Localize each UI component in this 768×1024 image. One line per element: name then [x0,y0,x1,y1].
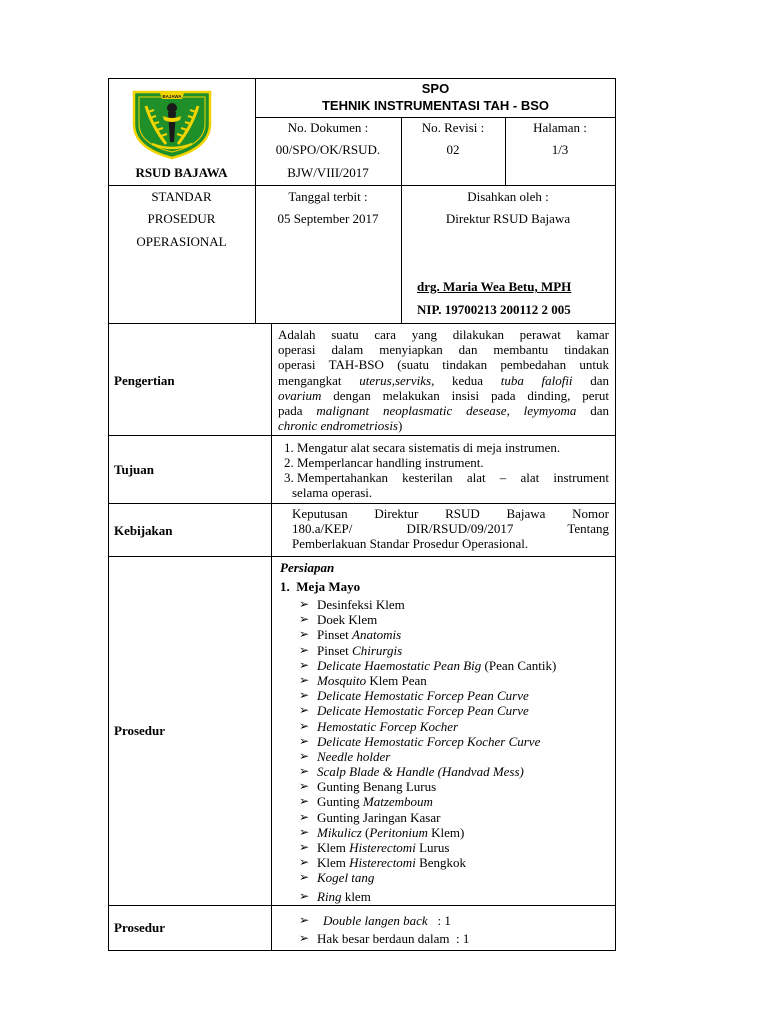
instrument-item: ➢ Gunting Matzemboum [299,794,433,810]
instrument-item: ➢ Gunting Benang Lurus [299,779,437,795]
meja-mayo-heading: 1. Meja Mayo [280,579,361,594]
arrow-bullet-icon: ➢ [299,913,310,927]
arrow-bullet-icon: ➢ [299,764,310,779]
arrow-bullet-icon: ➢ [299,642,310,657]
instrument-item: ➢ Delicate Hemostatic Forcep Pean Curve [299,688,529,704]
pengertian-line: mengangkat uterus,serviks, kedua tuba falofii dan [278,372,609,388]
instrument-item: ➢ Mikulicz (Peritonium Klem) [299,824,465,840]
list-item: 3. Mempertahankan kesterilan alat – alat instrument [284,470,609,485]
doc-title: TEHNIK INSTRUMENTASI TAH - BSO [321,98,549,113]
pengertian-line: chronic endrometriosis) [278,418,403,434]
arrow-bullet-icon: ➢ [299,703,310,718]
persiapan-heading: Persiapan [280,560,335,575]
section-label-prosedur: Prosedur [114,723,166,738]
arrow-bullet-icon: ➢ [299,855,310,870]
arrow-bullet-icon: ➢ [299,627,310,642]
instrument-item: ➢ Pinset Anatomis [299,627,402,643]
instrument-item: ➢ Klem Histerectomi Bengkok [299,855,467,871]
arrow-bullet-icon: ➢ [299,657,310,672]
sop-label-line3: OPERASIONAL [136,234,227,249]
arrow-bullet-icon: ➢ [299,870,310,885]
pengertian-line: operasi dalam menyiapkan dan membantu tindakan [278,342,609,358]
kebijakan-line: Keputusan Direktur RSUD Bajawa Nomor [292,506,609,521]
list-item-cont: selama operasi. [292,485,373,500]
tanggal-value: 05 September 2017 [277,211,379,226]
disahkan-label: Disahkan oleh : [467,189,549,204]
kebijakan-line: 180.a/KEP/ DIR/RSUD/09/2017 Tentang [292,521,609,537]
instrument-item: ➢ Needle holder [299,748,391,764]
arrow-bullet-icon: ➢ [299,688,310,703]
instrument-item: ➢ Mosquito Klem Pean [299,672,427,688]
disahkan-value: Direktur RSUD Bajawa [445,211,571,226]
arrow-bullet-icon: ➢ [299,794,310,809]
no-dokumen-label: No. Dokumen : [287,120,369,135]
doc-type: SPO [421,81,450,96]
no-revisi-value: 02 [446,142,460,157]
arrow-bullet-icon: ➢ [299,779,310,794]
instrument-list [299,597,556,904]
instrument-item: ➢ Kogel tang [299,870,375,886]
arrow-bullet-icon: ➢ [299,597,310,611]
instrument-item: ➢ Delicate Hemostatic Forcep Kocher Curve [299,733,541,749]
no-dokumen-line2: BJW/VIII/2017 [287,165,369,180]
sop-label-line2: PROSEDUR [147,211,216,226]
instrument-item: ➢ Desinfeksi Klem [299,597,405,612]
halaman-value: 1/3 [551,142,569,157]
instrument-item: ➢ Delicate Hemostatic Forcep Pean Curve [299,703,529,719]
list-item: 2. Memperlancar handling instrument. [284,455,484,470]
kebijakan-line: Pemberlakuan Standar Prosedur Operasional. [292,536,529,552]
instrument-list-2 [299,913,469,949]
halaman-label: Halaman : [533,120,587,135]
instrument-item: ➢ Doek Klem [299,612,378,628]
svg-text:BAJAWA: BAJAWA [162,94,182,99]
instrument-item: ➢ Pinset Chirurgis [299,642,403,658]
kebijakan-text [292,506,609,552]
pengertian-line: pada malignant neoplasmatic desease, leymyoma dan [278,403,609,419]
arrow-bullet-icon: ➢ [299,612,310,627]
section-label-pengertian: Pengertian [114,373,175,388]
tanggal-label: Tanggal terbit : [288,189,368,204]
instrument-item: ➢ Ring klem [299,888,371,904]
pengertian-line: operasi TAH-BSO (suatu tindakan pembedahan untuk [278,357,609,373]
arrow-bullet-icon: ➢ [299,733,310,748]
instrument-item: ➢ Double langen back : 1 [299,913,451,928]
arrow-bullet-icon: ➢ [299,748,310,763]
pengertian-line: Adalah suatu cara yang dilakukan perawat kamar [278,327,609,342]
arrow-bullet-icon: ➢ [299,840,310,854]
rsud-bajawa-emblem-icon [130,86,214,160]
sop-label-line1: STANDAR [151,189,212,204]
instrument-item: ➢ Scalp Blade & Handle (Handvad Mess) [299,764,524,780]
section-label-kebijakan: Kebijakan [114,523,173,538]
arrow-bullet-icon: ➢ [299,888,310,903]
arrow-bullet-icon: ➢ [299,672,310,687]
instrument-item: ➢ Klem Histerectomi Lurus [299,840,450,855]
arrow-bullet-icon: ➢ [299,931,310,945]
arrow-bullet-icon: ➢ [299,718,310,733]
section-label-tujuan: Tujuan [114,462,154,477]
no-dokumen-line1: 00/SPO/OK/RSUD. [275,142,381,157]
arrow-bullet-icon: ➢ [299,809,310,824]
section-label-prosedur-2: Prosedur [114,920,166,935]
instrument-item: ➢ Gunting Jaringan Kasar [299,809,441,825]
tujuan-list [278,440,609,500]
signer-nip: NIP. 19700213 200112 2 005 [417,302,571,317]
pengertian-line: ovarium dengan melakukan insisi pada dinding, perut [278,387,609,403]
pengertian-text [278,327,609,433]
instrument-item: ➢ Hak besar berdaun dalam : 1 [299,931,470,946]
instrument-item: ➢ Hemostatic Forcep Kocher [299,718,459,734]
hospital-name: RSUD BAJAWA [135,165,228,180]
arrow-bullet-icon: ➢ [299,824,310,839]
no-revisi-label: No. Revisi : [421,120,485,135]
instrument-item: ➢ Delicate Haemostatic Pean Big (Pean Cantik) [299,657,557,673]
list-item: 1. Mengatur alat secara sistematis di meja instrumen. [284,440,561,455]
signer-name: drg. Maria Wea Betu, MPH [417,279,572,294]
hospital-logo [130,86,214,160]
